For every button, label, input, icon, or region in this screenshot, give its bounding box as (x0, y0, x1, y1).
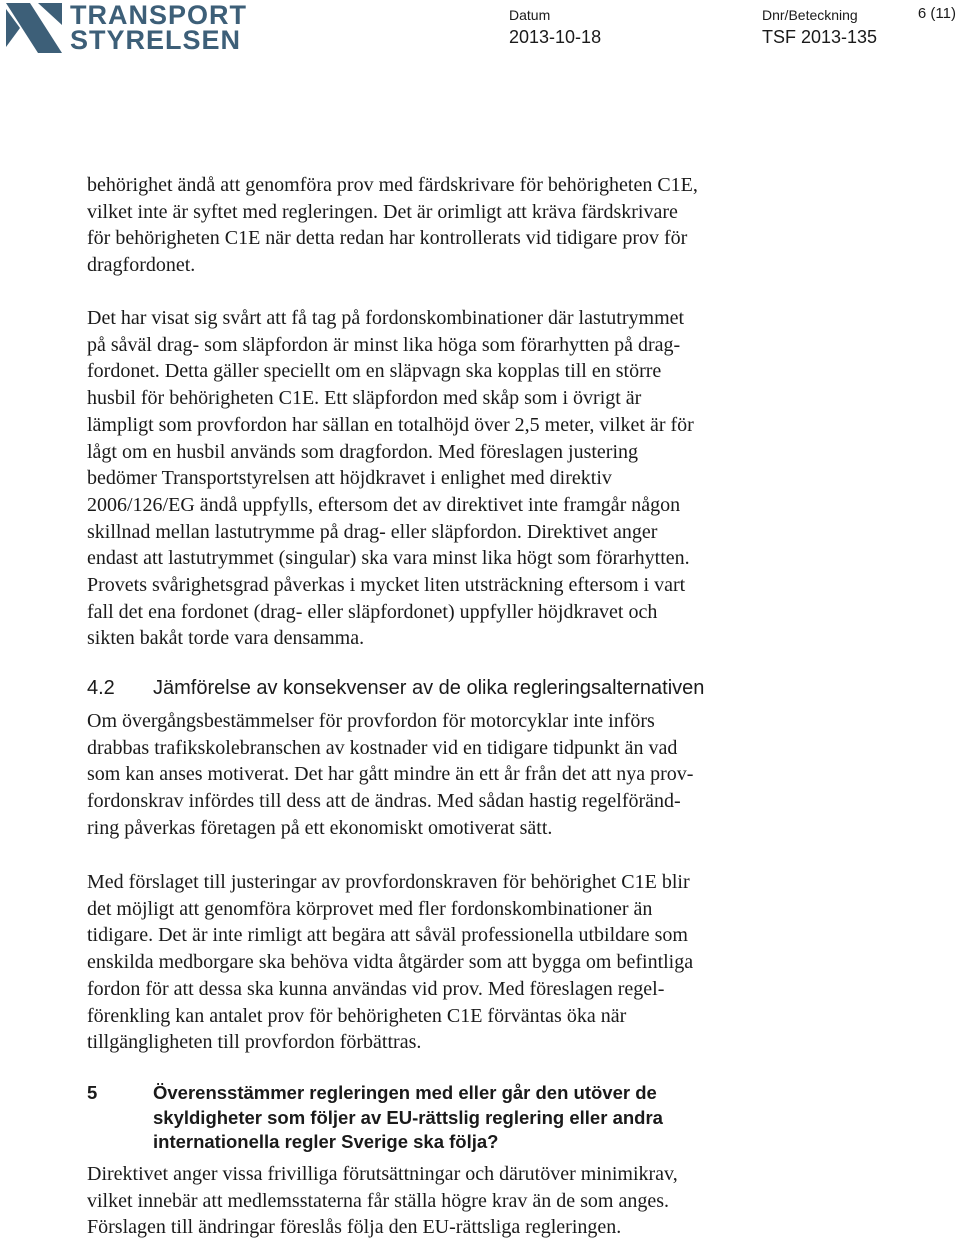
paragraph-3 (87, 708, 807, 842)
text-line: fordon för att dessa ska kunna användas vid prov. Med föreslagen regel- (87, 977, 665, 1000)
text-line: för behörigheten C1E när detta redan har kontrollerats vid tidigare prov för (87, 227, 688, 250)
text-line: fordonskrav infördes till dess att de ändras. Med sådan hastig regelföränd- (87, 790, 681, 813)
text-line: behörighet ändå att genomföra prov med färdskrivare för behörigheten C1E, (87, 174, 698, 196)
page-number: 6 (11) (917, 5, 956, 22)
text-line: endast att lastutrymmet (singular) ska vara minst lika högt som förarhytten. (87, 547, 690, 570)
text-line: det möjligt att genomföra körprovet med fler fordonskombinationer än (87, 897, 653, 920)
text-line: lågt om en husbil används som dragfordon. Med föreslagen justering (87, 440, 638, 463)
logo-text (70, 0, 247, 55)
text-line: Med förslaget till justeringar av provfordonskraven för behörighet C1E blir (87, 871, 690, 893)
title-line: internationella regler Sverige ska följa? (153, 1131, 499, 1152)
text-line: fordonet. Detta gäller speciellt om en släpvagn ska kopplas till en större (87, 360, 662, 383)
logo-mark-icon (6, 3, 62, 53)
paragraph-1 (87, 172, 807, 279)
date-value: 2013-10-18 (509, 27, 602, 47)
text-line: 2006/126/EG ändå uppfylls, eftersom det av direktivet inte framgår någon (87, 493, 681, 516)
section-heading-4-2 (87, 677, 704, 700)
text-line: drabbas trafikskolebranschen av kostnader vid en tidigare tidpunkt än vad (87, 736, 678, 759)
text-line: Om övergångsbestämmelser för provfordon för motorcyklar inte införs (87, 710, 655, 732)
text-line: som kan anses motiverat. Det har gått mindre än ett år från det att nya prov- (87, 763, 694, 786)
reference-value: TSF 2013-135 (762, 27, 878, 47)
text-line: Förslagen till ändringar föreslås följa den EU-rättsliga regleringen. (87, 1216, 622, 1239)
text-line: husbil för behörigheten C1E. Ett släpfordon med skåp som i övrigt är (87, 387, 642, 410)
text-line: ring påverkas företagen på ett ekonomiskt omotiverat sätt. (87, 816, 553, 839)
transportstyrelsen-logo (6, 0, 247, 55)
paragraph-4 (87, 869, 807, 1056)
text-line: dragfordonet. (87, 254, 196, 277)
text-line: lämpligt som provfordon har sällan en totalhöjd över 2,5 meter, vilket är för (87, 413, 694, 436)
text-line: Provets svårighetsgrad påverkas i mycket liten utsträckning eftersom i vart (87, 574, 686, 597)
logo-line-2: STYRELSEN (70, 25, 242, 55)
section-title: Jämförelse av konsekvenser av de olika regleringsalternativen (153, 677, 705, 699)
section-heading-5 (87, 1081, 807, 1157)
paragraph-2 (87, 305, 807, 652)
text-line: Direktivet anger vissa frivilliga förutsättningar och därutöver minimikrav, (87, 1163, 678, 1185)
reference-label: Dnr/Beteckning (762, 7, 858, 23)
text-line: vilket innebär att medlemsstaterna får ställa högre krav än de som anges. (87, 1189, 670, 1212)
text-line: sikten bakåt torde vara densamma. (87, 627, 365, 650)
text-line: på såväl drag- som släpfordon är minst lika höga som förarhytten på drag- (87, 333, 681, 356)
text-line: vilket inte är syftet med regleringen. Det är orimligt att kräva färdskrivare (87, 200, 678, 223)
section-number: 5 (87, 1082, 98, 1103)
section-title (153, 1081, 663, 1155)
text-line: bedömer Transportstyrelsen att höjdkravet i enlighet med direktiv (87, 467, 612, 490)
text-line: enskilda medborgare ska behöva vidta åtgärder som att bygga om befintliga (87, 951, 694, 974)
text-line: fall det ena fordonet (drag- eller släpfordonet) uppfyller höjdkravet och (87, 600, 658, 623)
text-line: skillnad mellan lastutrymme på drag- eller släpfordon. Direktivet anger (87, 520, 658, 543)
paragraph-5 (87, 1161, 807, 1241)
section-number: 4.2 (87, 677, 115, 699)
title-line: skyldigheter som följer av EU-rättslig reglering eller andra (153, 1106, 663, 1128)
date-label: Datum (509, 7, 551, 23)
text-line: tillgängligheten till provfordon förbättras. (87, 1031, 422, 1054)
title-line: Överensstämmer regleringen med eller går den utöver de (153, 1082, 657, 1103)
logo-line-1: TRANSPORT (70, 0, 247, 30)
text-line: förenkling kan antalet prov för behörigheten C1E förväntas öka när (87, 1004, 627, 1027)
text-line: Det har visat sig svårt att få tag på fordonskombinationer där lastutrymmet (87, 307, 685, 329)
text-line: tidigare. Det är inte rimligt att begära att såväl professionella utbildare som (87, 924, 688, 947)
